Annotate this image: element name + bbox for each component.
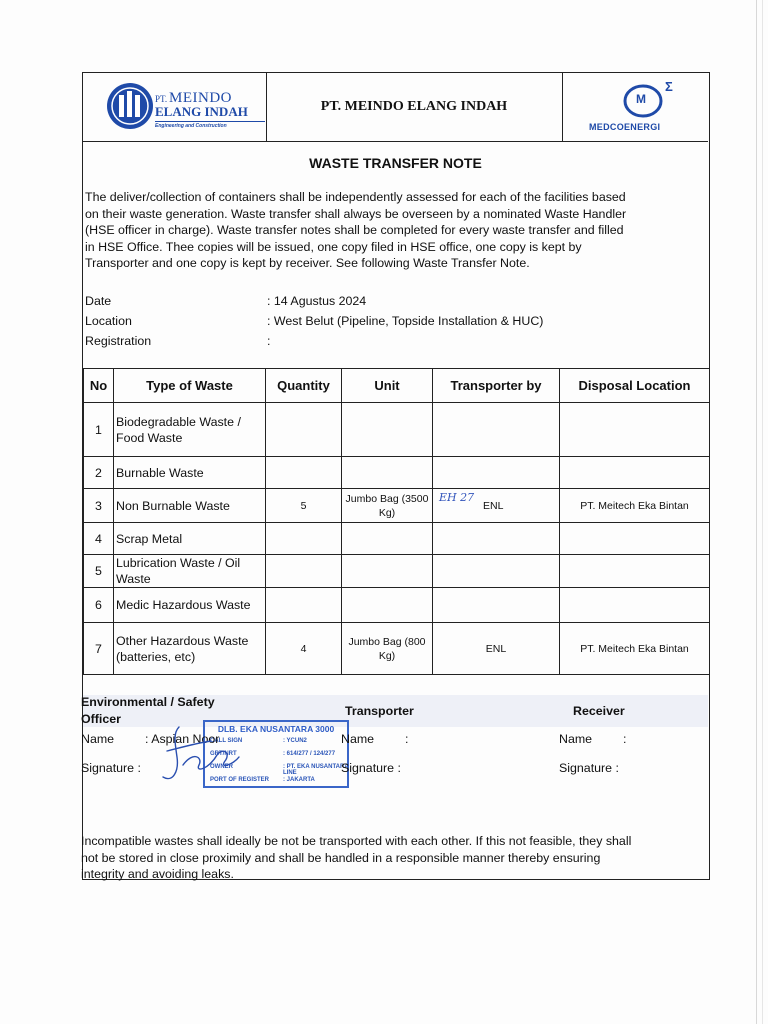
meindo-logo-icon	[105, 81, 155, 131]
table-row	[84, 523, 710, 555]
cell-unit	[342, 403, 433, 457]
col-header-no: No	[84, 369, 114, 403]
table-row	[84, 588, 710, 623]
cell-disposal: PT. Meitech Eka Bintan	[560, 489, 710, 523]
col-header-transporter: Transporter by	[433, 369, 560, 403]
cell-unit	[342, 523, 433, 555]
meindo-logo	[105, 81, 265, 133]
receiver-heading: Receiver	[573, 704, 625, 718]
officer-name-value: : Aspian Noor	[145, 732, 220, 746]
cell-disposal	[560, 588, 710, 623]
logo-tagline: Engineering and Construction	[155, 123, 227, 129]
page-edge	[756, 0, 757, 1024]
cell-transporter	[433, 523, 560, 555]
cell-unit	[342, 555, 433, 588]
cell-no: 3	[84, 489, 114, 523]
medcoenergi-logo	[563, 73, 709, 141]
table-row	[84, 403, 710, 457]
stamp-value: : JAKARTA	[283, 777, 315, 783]
cell-type: Scrap Metal	[114, 523, 266, 555]
logo-text: MEDCOENERGI	[589, 122, 661, 132]
receiver-name-label: Name	[559, 732, 593, 746]
cell-unit	[342, 457, 433, 489]
cell-disposal: PT. Meitech Eka Bintan	[560, 623, 710, 675]
officer-signature-label: Signature :	[81, 761, 141, 775]
transporter-heading: Transporter	[345, 704, 414, 718]
date-label: Date	[85, 294, 112, 308]
cell-quantity	[266, 523, 342, 555]
cell-transporter	[433, 403, 560, 457]
col-header-type: Type of Waste	[114, 369, 266, 403]
logo-prefix: PT.	[155, 94, 168, 104]
col-header-unit: Unit	[342, 369, 433, 403]
registration-label: Registration	[85, 334, 152, 348]
cell-type: Burnable Waste	[114, 457, 266, 489]
page-edge	[762, 0, 763, 1024]
transporter-name-label: Name	[341, 732, 375, 746]
cell-transporter	[433, 489, 560, 523]
officer-name-label: Name	[81, 732, 115, 746]
col-header-disposal: Disposal Location	[560, 369, 710, 403]
stamp-label: OWNER	[210, 764, 233, 770]
footer-line: not be stored in close proximily and shall be handled in a responsible manner thereby ensuring	[81, 850, 601, 865]
table-row	[84, 457, 710, 489]
intro-line: (HSE officer in charge). Waste transfer notes shall be completed for every waste transfer and filled	[85, 223, 624, 238]
transporter-name-colon: :	[405, 732, 409, 746]
cell-unit	[342, 588, 433, 623]
logo-line2: ELANG INDAH	[155, 104, 248, 119]
cell-transporter	[433, 457, 560, 489]
stamp-value: : PT. EKA NUSANTARA LINE	[283, 764, 349, 776]
cell-quantity	[266, 588, 342, 623]
col-header-quantity: Quantity	[266, 369, 342, 403]
cell-type: Other Hazardous Waste (batteries, etc)	[114, 623, 266, 675]
cell-disposal	[560, 555, 710, 588]
stamp-label: CALL SIGN	[210, 738, 243, 744]
form-header	[83, 73, 708, 142]
cell-disposal	[560, 457, 710, 489]
footer-note	[81, 833, 709, 883]
receiver-name-colon: :	[623, 732, 627, 746]
date-value: : 14 Agustus 2024	[267, 294, 367, 308]
stamp-label: PORT OF REGISTER	[210, 777, 270, 783]
transporter-value: ENL	[483, 500, 504, 512]
logo-m: M	[636, 92, 646, 106]
transporter-signature-label: Signature :	[341, 761, 401, 775]
cell-transporter: ENL	[433, 623, 560, 675]
waste-table	[83, 368, 710, 675]
cell-quantity: 5	[266, 489, 342, 523]
cell-quantity	[266, 555, 342, 588]
cell-type: Biodegradable Waste / Food Waste	[114, 403, 266, 457]
stamp-label: GRT/NRT	[210, 751, 237, 757]
stamp-value: : YCUN2	[283, 738, 307, 744]
footer-line: Incompatible wastes shall ideally be not be transported with each other. If this not feasible, they shall	[81, 834, 632, 848]
cell-type: Medic Hazardous Waste	[114, 588, 266, 623]
cell-transporter	[433, 588, 560, 623]
cell-disposal	[560, 403, 710, 457]
location-value: : West Belut (Pipeline, Topside Installation & HUC)	[267, 314, 544, 328]
medcoenergi-logo-icon	[623, 82, 671, 118]
table-header-row	[84, 369, 710, 403]
stamp-value: : 614/277 / 124/277	[283, 751, 336, 757]
cell-quantity	[266, 457, 342, 489]
officer-heading-2: Officer	[81, 712, 121, 726]
waste-transfer-form	[82, 72, 710, 880]
officer-heading: Environmental / Safety	[81, 695, 215, 709]
logo-line1: MEINDO	[169, 90, 232, 106]
table-row	[84, 623, 710, 675]
stamp-title: DLB. EKA NUSANTARA 3000	[217, 724, 335, 734]
cell-no: 6	[84, 588, 114, 623]
handwritten-signature	[153, 721, 243, 785]
intro-line: The deliver/collection of containers shall be independently assessed for each of the facilities based	[85, 190, 626, 204]
cell-disposal	[560, 523, 710, 555]
intro-line: in HSE Office. Thee copies will be issued, one copy filed in HSE office, one copy is kept by	[85, 239, 582, 254]
cell-no: 4	[84, 523, 114, 555]
table-row	[84, 555, 710, 588]
intro-line: on their waste generation. Waste transfer shall always be overseen by a nominated Waste Handler	[85, 206, 627, 221]
cell-no: 2	[84, 457, 114, 489]
footer-line: integrity and avoiding leaks.	[81, 867, 234, 882]
cell-type: Lubrication Waste / Oil Waste	[114, 555, 266, 588]
logo-sigma: Σ	[665, 79, 673, 94]
cell-unit: Jumbo Bag (3500 Kg)	[342, 489, 433, 523]
company-title: PT. MEINDO ELANG INDAH	[320, 99, 508, 114]
cell-no: 1	[84, 403, 114, 457]
intro-paragraph	[85, 189, 707, 272]
cell-no: 5	[84, 555, 114, 588]
receiver-signature-label: Signature :	[559, 761, 619, 775]
cell-no: 7	[84, 623, 114, 675]
document-title: WASTE TRANSFER NOTE	[309, 155, 482, 171]
registration-value: :	[267, 334, 271, 348]
table-row	[84, 489, 710, 523]
cell-quantity: 4	[266, 623, 342, 675]
intro-line: Transporter and one copy is kept by receiver. See following Waste Transfer Note.	[85, 256, 530, 271]
location-label: Location	[85, 314, 132, 328]
cell-quantity	[266, 403, 342, 457]
handwritten-note: EH 27	[439, 491, 475, 504]
cell-transporter	[433, 555, 560, 588]
cell-unit: Jumbo Bag (800 Kg)	[342, 623, 433, 675]
cell-type: Non Burnable Waste	[114, 489, 266, 523]
logo-rule	[155, 121, 265, 122]
